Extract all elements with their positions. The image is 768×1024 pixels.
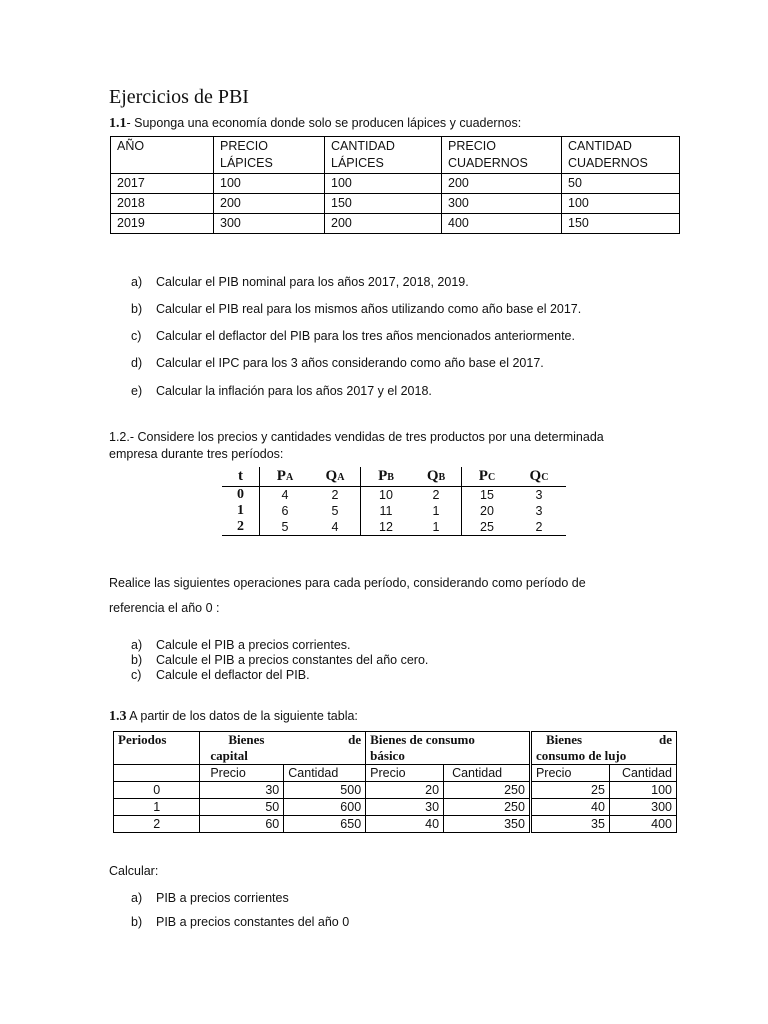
cell: 600: [284, 799, 366, 816]
header-bienes-consumo-lujo: Bienes de consumo de lujo: [530, 732, 676, 765]
cell: 350: [444, 816, 531, 833]
cell: 35: [530, 816, 609, 833]
exercise-text: - Suponga una economía donde solo se producen lápices y cuadernos:: [126, 116, 522, 130]
cell: 4: [281, 488, 289, 502]
table-header-row: [111, 137, 680, 174]
cell: 200: [325, 214, 442, 234]
list-item: b) Calcular el PIB real para los mismos años utilizando como año base el 2017.: [131, 302, 582, 316]
list-item: a) Calcular el PIB nominal para los años 2017, 2018, 2019.: [131, 275, 469, 289]
cell: 2: [114, 816, 200, 833]
header-bienes-capital: Bienes de capital: [200, 732, 366, 765]
cell: 20: [366, 782, 444, 799]
table-row: [114, 816, 677, 833]
cell: 0: [114, 782, 200, 799]
exercise-1-3-questions: [131, 891, 349, 929]
list-item: e) Calcular la inflación para los años 2017 y el 2018.: [131, 384, 432, 398]
exercise-number: 1.1: [109, 116, 127, 131]
subheader-precio: Precio: [200, 765, 284, 782]
cell: 50: [562, 174, 680, 194]
table-lapices-cuadernos: [110, 136, 680, 234]
cell: 250: [444, 782, 531, 799]
cell: 250: [444, 799, 531, 816]
cell: 30: [366, 799, 444, 816]
cell: 100: [562, 194, 680, 214]
subheader-precio: Precio: [366, 765, 444, 782]
cell: 400: [609, 816, 676, 833]
cell: 5: [260, 519, 311, 536]
table-subheader-row: [114, 765, 677, 782]
cell: 300: [609, 799, 676, 816]
cell: 12: [361, 519, 412, 536]
cell: 1: [411, 519, 462, 536]
cell: 150: [562, 214, 680, 234]
exercise-1-1-statement: [109, 116, 521, 132]
header-qa: QA: [310, 467, 361, 487]
cell: 10: [379, 488, 393, 502]
cell: 60: [200, 816, 284, 833]
cell: 2018: [111, 194, 214, 214]
page-title: Ejercicios de PBI: [109, 86, 249, 108]
cell: 400: [442, 214, 562, 234]
subheader-cantidad: Cantidad: [609, 765, 676, 782]
table-productos-periodos: [222, 467, 566, 536]
cell: 1: [222, 503, 260, 519]
cell: 0: [222, 487, 260, 504]
header-bienes-consumo-basico: Bienes de consumo básico: [366, 732, 531, 765]
table-row: [222, 503, 566, 519]
cell: 5: [310, 503, 361, 519]
exercise-text: A partir de los datos de la siguiente tabla:: [126, 709, 358, 723]
header-cantidad-lapices: CANTIDAD LÁPICES: [325, 137, 442, 174]
cell: 11: [379, 504, 393, 518]
cell: 3: [535, 504, 543, 518]
cell: 30: [200, 782, 284, 799]
table-row: [111, 194, 680, 214]
header-precio-cuadernos: PRECIO CUADERNOS: [442, 137, 562, 174]
list-item: a) Calcule el PIB a precios corrientes.: [131, 638, 351, 652]
cell: 2: [411, 487, 462, 504]
list-item: c) Calcule el deflactor del PIB.: [131, 668, 310, 682]
cell: 1: [114, 799, 200, 816]
exercise-1-2-line2: empresa durante tres períodos:: [109, 447, 284, 461]
table-row: [222, 519, 566, 536]
header-t: t: [222, 467, 260, 487]
exercise-1-2-line1: 1.2.- Considere los precios y cantidades vendidas de tres productos por una determinada: [109, 430, 604, 444]
cell: 300: [214, 214, 325, 234]
cell: [114, 765, 200, 782]
table-row: [114, 799, 677, 816]
cell: 2: [222, 519, 260, 536]
exercise-1-1-questions: [131, 275, 581, 398]
cell: 25: [530, 782, 609, 799]
cell: 4: [310, 519, 361, 536]
cell: 150: [325, 194, 442, 214]
list-item: d) Calcular el IPC para los 3 años considerando como año base el 2017.: [131, 356, 544, 370]
cell: 100: [325, 174, 442, 194]
list-item: b) PIB a precios constantes del año 0: [131, 915, 350, 929]
header-cantidad-cuadernos: CANTIDAD CUADERNOS: [562, 137, 680, 174]
cell: 650: [284, 816, 366, 833]
cell: 40: [530, 799, 609, 816]
header-anio: AÑO: [111, 137, 214, 174]
cell: 6: [281, 504, 289, 518]
subheader-cantidad: Cantidad: [444, 765, 531, 782]
table-row: [111, 214, 680, 234]
cell: 3: [535, 488, 543, 502]
cell: 2019: [111, 214, 214, 234]
table-group-header-row: [114, 732, 677, 765]
header-qb: QB: [411, 467, 462, 487]
cell: 50: [200, 799, 284, 816]
header-pb: PB: [361, 467, 412, 487]
table-row: [222, 487, 566, 504]
cell: 100: [609, 782, 676, 799]
exercise-1-2-questions: [131, 638, 428, 682]
subheader-precio: Precio: [530, 765, 609, 782]
cell: 25: [462, 519, 513, 536]
header-periodos: Periodos: [114, 732, 200, 765]
header-pa: PA: [260, 467, 311, 487]
cell: 200: [442, 174, 562, 194]
cell: 2017: [111, 174, 214, 194]
cell: 300: [442, 194, 562, 214]
cell: 15: [480, 488, 494, 502]
header-pc: PC: [462, 467, 513, 487]
table-row: [114, 782, 677, 799]
cell: 500: [284, 782, 366, 799]
exercise-1-2-instructions-line2: referencia el año 0 :: [109, 601, 220, 615]
table-header-row: [222, 467, 566, 487]
exercise-1-3-statement: [109, 709, 358, 725]
exercise-1-2-instructions-line1: Realice las siguientes operaciones para cada período, considerando como período de: [109, 576, 586, 590]
table-bienes-periodos: [113, 731, 677, 833]
list-item: a) PIB a precios corrientes: [131, 891, 289, 905]
list-item: b) Calcule el PIB a precios constantes del año cero.: [131, 653, 429, 667]
calcular-label: Calcular:: [109, 864, 159, 878]
cell: 100: [214, 174, 325, 194]
cell: 40: [366, 816, 444, 833]
table-row: [111, 174, 680, 194]
list-item: c) Calcular el deflactor del PIB para los tres años mencionados anteriormente.: [131, 329, 575, 343]
header-precio-lapices: PRECIO LÁPICES: [214, 137, 325, 174]
cell: 1: [411, 503, 462, 519]
cell: 20: [480, 504, 494, 518]
header-qc: QC: [512, 467, 566, 487]
cell: 200: [214, 194, 325, 214]
subheader-cantidad: Cantidad: [284, 765, 366, 782]
cell: 2: [512, 519, 566, 536]
exercise-number: 1.3: [109, 709, 127, 724]
cell: 2: [310, 487, 361, 504]
